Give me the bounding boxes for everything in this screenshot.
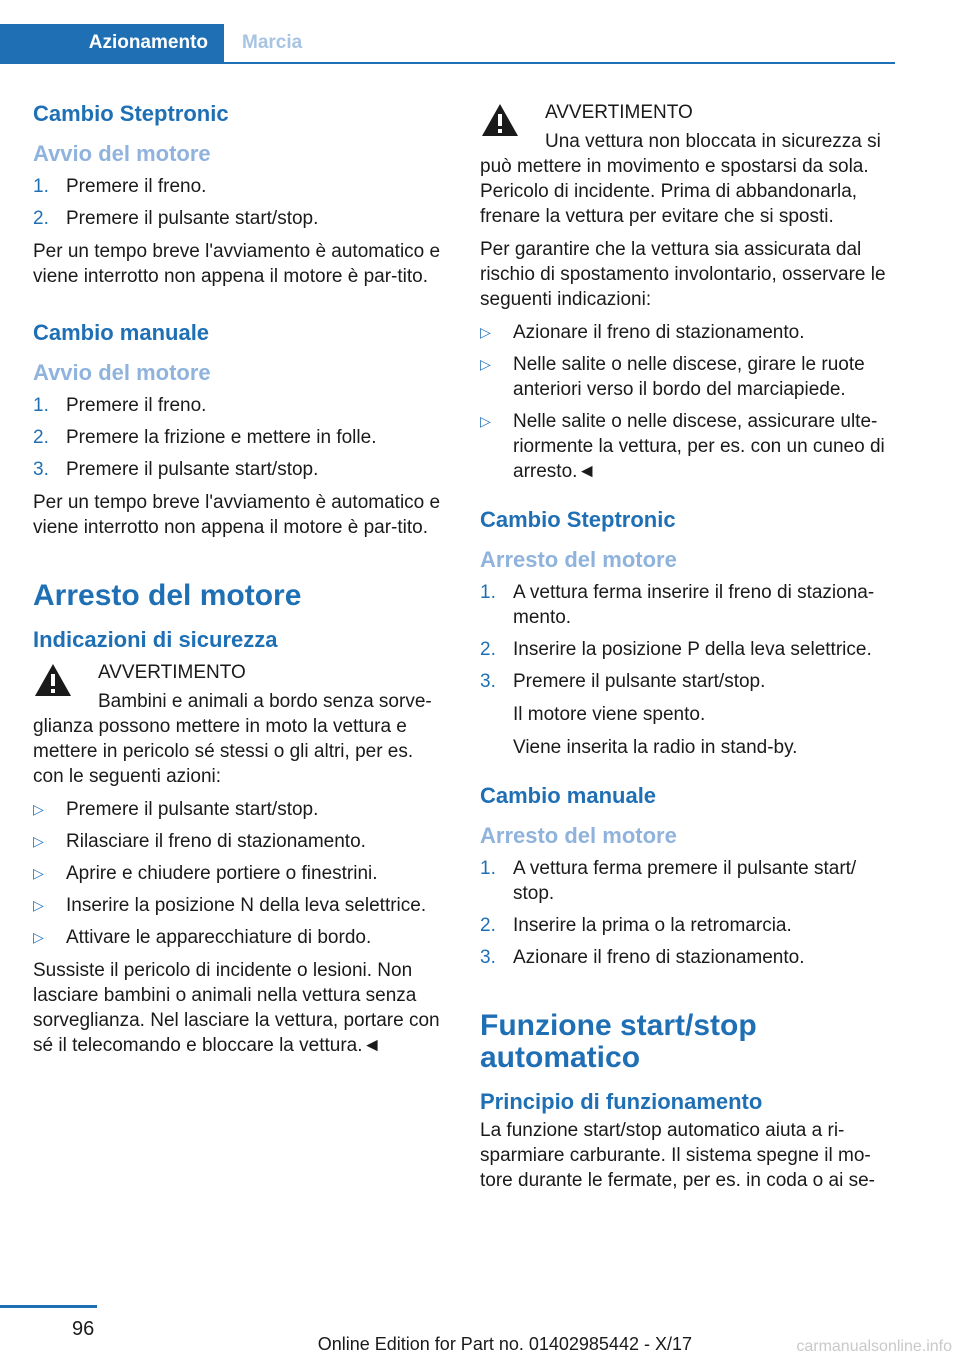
step-result: Viene inserita la radio in stand-by. — [513, 737, 798, 758]
section-title: Cambio manuale — [33, 320, 210, 345]
triangle-bullet-icon: ▷ — [480, 413, 491, 429]
bullet-list — [33, 797, 445, 950]
subsection-title: Arresto del motore — [480, 823, 677, 848]
tab-azionamento[interactable]: Azionamento — [0, 24, 224, 62]
warning-triangle-icon — [480, 102, 520, 138]
list-item: ▷ Inserire la posizione N della leva selettrice. — [33, 895, 427, 916]
footer-rule — [0, 1305, 97, 1308]
triangle-bullet-icon: ▷ — [33, 801, 44, 817]
steps-list — [480, 856, 894, 970]
warning-block — [480, 100, 894, 229]
list-item: 3. Premere il pulsante start/stop. — [33, 459, 319, 480]
paragraph: Per garantire che la vettura sia assicurata dal rischio di spostamento involontario, osservare le seguenti indicazioni: — [480, 239, 886, 310]
warning-text-first: Bambini e animali a bordo senza sorve- — [98, 691, 432, 712]
triangle-bullet-icon: ▷ — [33, 897, 44, 913]
right-column — [480, 100, 894, 1201]
watermark: carmanualsonline.info — [796, 1338, 952, 1355]
chapter-heading: Arresto del motore — [33, 579, 302, 612]
steps-list — [480, 580, 894, 694]
bullet-list — [480, 320, 894, 484]
list-item: ▷ Premere il pulsante start/stop. — [33, 799, 319, 820]
list-item: ▷ Attivare le apparecchiature di bordo. — [33, 927, 372, 948]
warning-text: può mettere in movimento e spostarsi da sola. Pericolo di incidente. Prima di abbandonarla, frenare la vettura per evitare che si sposti. — [480, 156, 869, 227]
warning-triangle-icon — [33, 662, 73, 698]
list-item: 1. A vettura ferma inserire il freno di staziona-mento. — [480, 582, 875, 628]
list-item: ▷ Azionare il freno di stazionamento. — [480, 322, 805, 343]
subsection-title: Avvio del motore — [33, 141, 211, 166]
list-item: 3. Premere il pulsante start/stop. — [480, 671, 766, 692]
step-result: Il motore viene spento. — [513, 704, 706, 725]
list-item: 3. Azionare il freno di stazionamento. — [480, 947, 805, 968]
list-item: ▷ Aprire e chiudere portiere o finestrini. — [33, 863, 378, 884]
edition-note: Online Edition for Part no. 01402985442 - X/17 — [317, 1334, 692, 1354]
list-item: 2. Inserire la posizione P della leva selettrice. — [480, 639, 872, 660]
list-item: ▷ Nelle salite o nelle discese, girare le ruote anteriori verso il bordo del marciapiede. — [480, 354, 865, 400]
warning-label: AVVERTIMENTO — [98, 662, 246, 683]
list-item: 2. Premere la frizione e mettere in folle. — [33, 427, 377, 448]
warning-block — [33, 660, 445, 789]
triangle-bullet-icon: ▷ — [33, 865, 44, 881]
paragraph: Sussiste il pericolo di incidente o lesioni. Non lasciare bambini o animali nella vettura senza sorveglianza. Nel lasciare la vettura, portare con sé il telecomando e bloccare la vettura.◄ — [33, 960, 440, 1056]
section-title: Cambio Steptronic — [33, 101, 229, 126]
chapter-heading: Funzione start/stop automatico — [480, 1009, 757, 1074]
tab-marcia[interactable]: Marcia — [242, 32, 303, 53]
warning-label: AVVERTIMENTO — [545, 102, 693, 123]
list-item: 1. A vettura ferma premere il pulsante start/ stop. — [480, 858, 857, 904]
triangle-bullet-icon: ▷ — [33, 833, 44, 849]
warning-text: glianza possono mettere in moto la vettura e mettere in pericolo sé stessi o gli altri, per es. con le seguenti azioni: — [33, 716, 414, 787]
section-title: Cambio manuale — [480, 783, 657, 808]
list-item: 2. Inserire la prima o la retromarcia. — [480, 915, 792, 936]
paragraph: La funzione start/stop automatico aiuta a ri-sparmiare carburante. Il sistema spegne il mo-tore durante le fermate, per es. in coda o ai se- — [480, 1120, 875, 1191]
chapter-tabbar — [0, 0, 895, 64]
paragraph: Per un tempo breve l'avviamento è automatico e viene interrotto non appena il motore è par-tito. — [33, 241, 441, 287]
triangle-bullet-icon: ▷ — [480, 356, 491, 372]
section-title: Cambio Steptronic — [480, 507, 676, 532]
list-item: 1. Premere il freno. — [33, 395, 207, 416]
subsection-title: Avvio del motore — [33, 360, 211, 385]
list-item: 1. Premere il freno. — [33, 176, 207, 197]
steps-list — [33, 393, 445, 482]
list-item: ▷ Nelle salite o nelle discese, assicurare ulte-riormente la vettura, per es. con un cuneo di arresto.◄ — [480, 411, 885, 482]
section-title: Principio di funzionamento — [480, 1089, 763, 1114]
paragraph: Per un tempo breve l'avviamento è automatico e viene interrotto non appena il motore è par-tito. — [33, 492, 441, 538]
steps-list — [33, 174, 445, 231]
triangle-bullet-icon: ▷ — [33, 929, 44, 945]
subsection-title: Arresto del motore — [480, 547, 677, 572]
left-column — [33, 100, 445, 1066]
triangle-bullet-icon: ▷ — [480, 324, 491, 340]
section-title: Indicazioni di sicurezza — [33, 627, 278, 652]
warning-text-first: Una vettura non bloccata in sicurezza si — [545, 131, 881, 152]
page-number: 96 — [72, 1318, 95, 1340]
list-item: ▷ Rilasciare il freno di stazionamento. — [33, 831, 366, 852]
list-item: 2. Premere il pulsante start/stop. — [33, 208, 319, 229]
